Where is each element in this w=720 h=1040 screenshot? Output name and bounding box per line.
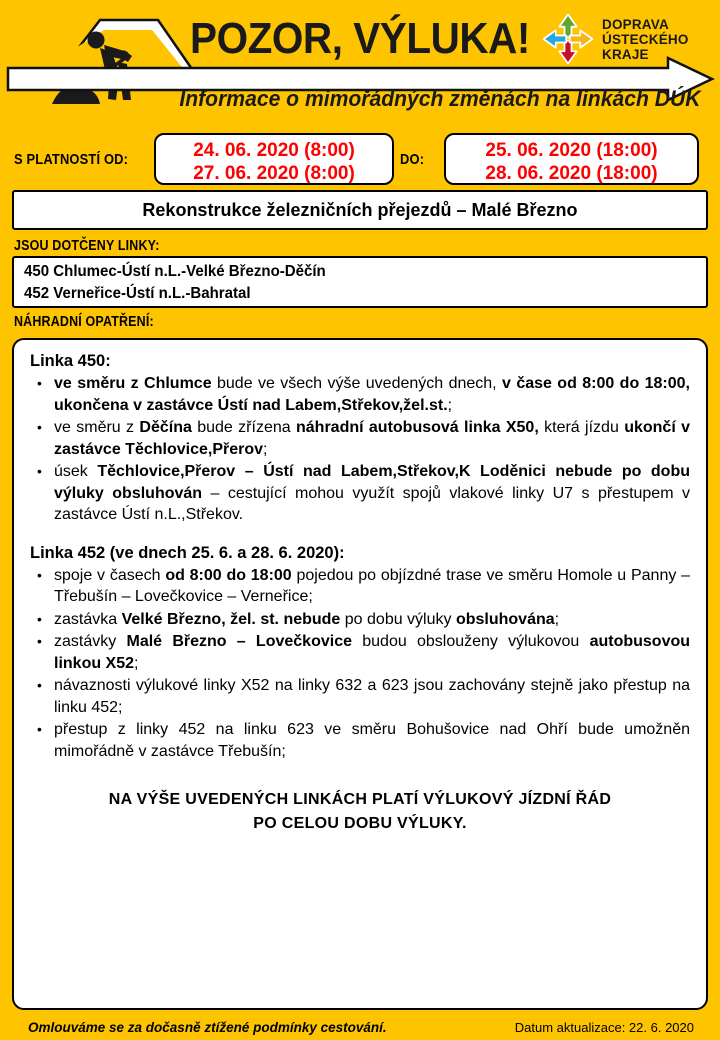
bullet-text: ;	[554, 610, 560, 628]
outage-reason: Rekonstrukce železničních přejezdů – Malé Březno	[12, 190, 708, 230]
validity-from-label: S PLATNOSTÍ OD:	[14, 150, 129, 168]
bullet-text: která jízdu	[538, 419, 625, 436]
bullet-text-bold: v čase od 8:00 do 18:00, ukončena v zastávce Ústí nad Labem,Střekov,žel.st.	[54, 375, 690, 414]
route-450-bullets	[30, 373, 690, 526]
bullet-item	[30, 631, 690, 674]
bullet-item	[30, 417, 690, 460]
duk-logo-text	[602, 17, 689, 62]
bullet-item	[30, 675, 690, 718]
bullet-text-bold: Děčína	[139, 419, 192, 436]
bullet-text-bold: ve směru z Chlumce	[54, 375, 212, 392]
four-arrows-logo-icon	[540, 11, 596, 67]
bullet-item	[30, 373, 690, 416]
bullet-text-bold: Velké Březno, žel. st. nebude	[121, 610, 341, 628]
bullet-text-bold: od 8:00 do 18:00	[165, 566, 292, 584]
footer-updated-date: Datum aktualizace: 22. 6. 2020	[514, 1019, 694, 1035]
bullet-text: ;	[263, 440, 268, 458]
bullet-text: spoje v časech	[54, 566, 166, 584]
logo-line-2: ÚSTECKÉHO	[602, 31, 689, 47]
bullet-text: úsek	[54, 463, 98, 480]
duk-logo	[540, 8, 718, 70]
validity-from-dates	[154, 133, 394, 185]
bullet-text: ve směru z	[54, 419, 140, 436]
validity-from-date-2: 27. 06. 2020 (8:00)	[193, 163, 355, 184]
bullet-text: ;	[447, 396, 453, 414]
validity-to-dates	[444, 133, 699, 185]
validity-row	[0, 130, 720, 188]
validity-from-date-1: 24. 06. 2020 (8:00)	[193, 140, 355, 161]
bullet-text: pojedou po objízdné trase ve směru Homole u Panny – Třebušín – Lovečkovice – Verneřice;	[54, 566, 691, 605]
bullet-text-bold: náhradní autobusová linka X50,	[296, 419, 539, 436]
validity-to-label: DO:	[400, 150, 425, 168]
bullet-text: po dobu výluky	[340, 610, 456, 628]
closing-line-2: PO CELOU DOBU VÝLUKY.	[253, 815, 467, 832]
affected-line-item: 452 Verneřice-Ústí n.L.-Bahratal	[24, 285, 251, 302]
measures-heading: NÁHRADNÍ OPATŘENÍ:	[14, 314, 154, 330]
bullet-text: bude ve všech výše uvedených dnech,	[211, 375, 503, 392]
poster-header	[0, 0, 720, 128]
validity-to-date-1: 25. 06. 2020 (18:00)	[485, 140, 658, 161]
bullet-text: ;	[134, 654, 139, 672]
bullet-text: přestup z linky 452 na linku 623 ve směru Bohušovice nad Ohří bude umožněn mimořádně v zastávce Třebušín;	[54, 721, 690, 760]
bullet-item	[30, 461, 690, 526]
bullet-text: bude zřízena	[191, 419, 296, 436]
closing-line-1: NA VÝŠE UVEDENÝCH LINKÁCH PLATÍ VÝLUKOVÝ JÍZDNÍ ŘÁD	[108, 791, 612, 808]
footer-apology: Omlouváme se za dočasně ztížené podmínky cestování.	[28, 1019, 387, 1035]
poster-title: POZOR, VÝLUKA!	[190, 14, 530, 63]
bullet-text-bold: Malé Březno – Lovečkovice	[126, 633, 352, 650]
affected-lines-heading: JSOU DOTČENY LINKY:	[14, 238, 160, 254]
bullet-text: zastávka	[54, 610, 122, 628]
bullet-item	[30, 565, 690, 608]
bullet-text-bold: autobusovou linkou X52	[54, 633, 691, 672]
route-452-bullets	[30, 565, 690, 763]
bullet-item	[30, 719, 690, 762]
route-450-title: Linka 450:	[30, 352, 111, 370]
poster-footer	[0, 1014, 720, 1040]
measures-content-box	[12, 338, 708, 1010]
bullet-text: budou obslouženy výlukovou	[352, 633, 590, 650]
affected-line-item: 450 Chlumec-Ústí n.L.-Velké Březno-Děčín	[24, 263, 326, 280]
validity-to-date-2: 28. 06. 2020 (18:00)	[485, 163, 658, 184]
bullet-text-bold: obsluhována	[455, 610, 555, 628]
bullet-text: zastávky	[54, 633, 127, 650]
bullet-text-bold: Těchlovice,Přerov – Ústí nad Labem,Střekov,K Loděnici nebude po dobu výluky obsluhován	[54, 463, 691, 502]
affected-lines-box	[12, 256, 708, 308]
route-452-title: Linka 452 (ve dnech 25. 6. a 28. 6. 2020):	[30, 543, 345, 562]
closing-statement	[30, 788, 690, 836]
poster-subtitle: Informace o mimořádných změnách na linkách DÚK	[179, 86, 701, 111]
bullet-item	[30, 609, 690, 631]
bullet-text: návaznosti výlukové linky X52 na linky 632 a 623 jsou zachovány stejně jako přestup na linku 452;	[54, 677, 690, 716]
bullet-text: – cestující mohou využít spojů vlakové linky U7 s přestupem v zastávce Ústí n.L.,Střekov.	[54, 484, 690, 523]
logo-line-3: KRAJE	[602, 46, 649, 62]
bullet-text-bold: ukončí v zastávce Těchlovice,Přerov	[54, 419, 691, 458]
logo-line-1: DOPRAVA	[602, 16, 669, 32]
